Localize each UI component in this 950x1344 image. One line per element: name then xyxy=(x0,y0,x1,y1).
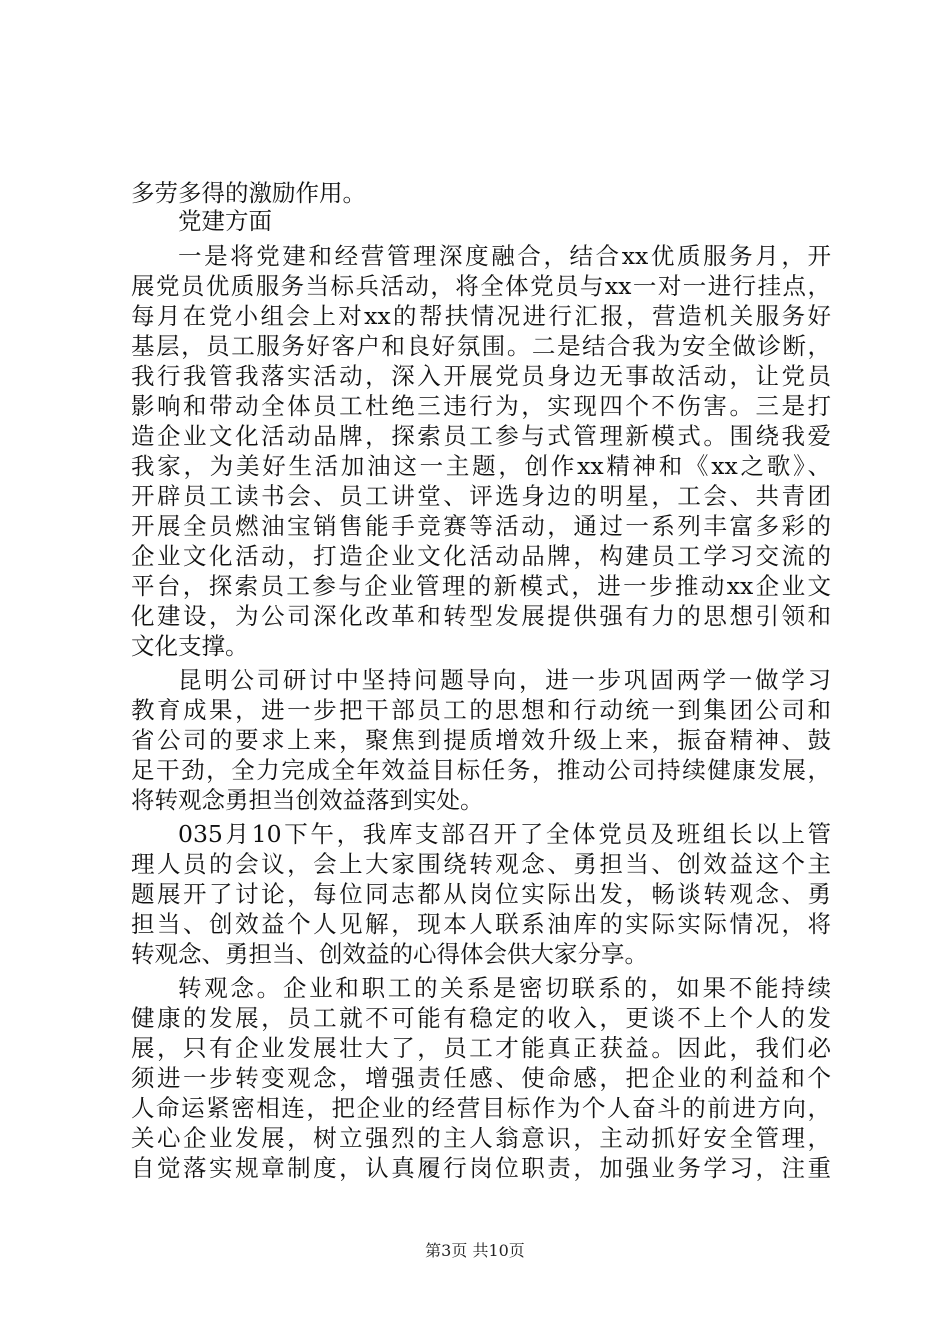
text-line: 企业文化活动，打造企业文化活动品牌，构建员工学习交流的 xyxy=(131,542,831,570)
text-line: 须进一步转变观念，增强责任感、使命感，把企业的利益和个 xyxy=(131,1064,831,1092)
text-line: 文化支撑。 xyxy=(131,632,249,660)
text-line: 转观念、勇担当、创效益的心得体会供大家分享。 xyxy=(131,940,648,968)
text-line: 平台，探索员工参与企业管理的新模式，进一步推动xx企业文 xyxy=(131,572,831,600)
text-line: 人命运紧密相连，把企业的经营目标作为个人奋斗的前进方向， xyxy=(131,1094,831,1122)
text-line: 转观念。企业和职工的关系是密切联系的，如果不能持续 xyxy=(178,974,831,1002)
text-line: 展党员优质服务当标兵活动，将全体党员与xx一对一进行挂点， xyxy=(131,272,831,300)
text-line: 一是将党建和经营管理深度融合，结合xx优质服务月，开 xyxy=(178,242,831,270)
text-line: 影响和带动全体员工杜绝三违行为，实现四个不伤害。三是打 xyxy=(131,392,831,420)
text-line: 昆明公司研讨中坚持问题导向，进一步巩固两学一做学习 xyxy=(178,666,831,694)
text-line: 教育成果，进一步把干部员工的思想和行动统一到集团公司和 xyxy=(131,696,831,724)
text-line: 基层，员工服务好客户和良好氛围。二是结合我为安全做诊断， xyxy=(131,332,831,360)
text-line: 担当、创效益个人见解，现本人联系油库的实际实际情况，将 xyxy=(131,910,831,938)
text-line: 关心企业发展，树立强烈的主人翁意识，主动抓好安全管理， xyxy=(131,1124,831,1152)
text-line: 展，只有企业发展壮大了，员工才能真正获益。因此，我们必 xyxy=(131,1034,831,1062)
page-number-footer: 第3页 共10页 xyxy=(425,1241,525,1260)
text-line: 造企业文化活动品牌，探索员工参与式管理新模式。围绕我爱 xyxy=(131,422,831,450)
text-line: 省公司的要求上来，聚焦到提质增效升级上来，振奋精神、鼓 xyxy=(131,726,831,754)
text-line: 题展开了讨论，每位同志都从岗位实际出发，畅谈转观念、勇 xyxy=(131,880,831,908)
text-line: 每月在党小组会上对xx的帮扶情况进行汇报，营造机关服务好 xyxy=(131,302,831,330)
text-line: 足干劲，全力完成全年效益目标任务，推动公司持续健康发展， xyxy=(131,756,831,784)
text-line: 自觉落实规章制度，认真履行岗位职责，加强业务学习，注重 xyxy=(131,1154,831,1182)
text-line: 将转观念勇担当创效益落到实处。 xyxy=(131,786,484,814)
text-line: 多劳多得的激励作用。 xyxy=(131,179,366,207)
text-line: 我家，为美好生活加油这一主题，创作xx精神和《xx之歌》、 xyxy=(131,452,831,480)
text-line: 我行我管我落实活动，深入开展党员身边无事故活动，让党员 xyxy=(131,362,831,390)
text-line: 开展全员燃油宝销售能手竞赛等活动，通过一系列丰富多彩的 xyxy=(131,512,831,540)
text-line: 035月10下午，我库支部召开了全体党员及班组长以上管 xyxy=(178,820,831,848)
text-line: 理人员的会议，会上大家围绕转观念、勇担当、创效益这个主 xyxy=(131,850,831,878)
text-line: 化建设，为公司深化改革和转型发展提供强有力的思想引领和 xyxy=(131,602,831,630)
section-heading: 党建方面 xyxy=(178,207,272,235)
text-line: 健康的发展，员工就不可能有稳定的收入，更谈不上个人的发 xyxy=(131,1004,831,1032)
text-line: 开辟员工读书会、员工讲堂、评选身边的明星，工会、共青团 xyxy=(131,482,831,510)
